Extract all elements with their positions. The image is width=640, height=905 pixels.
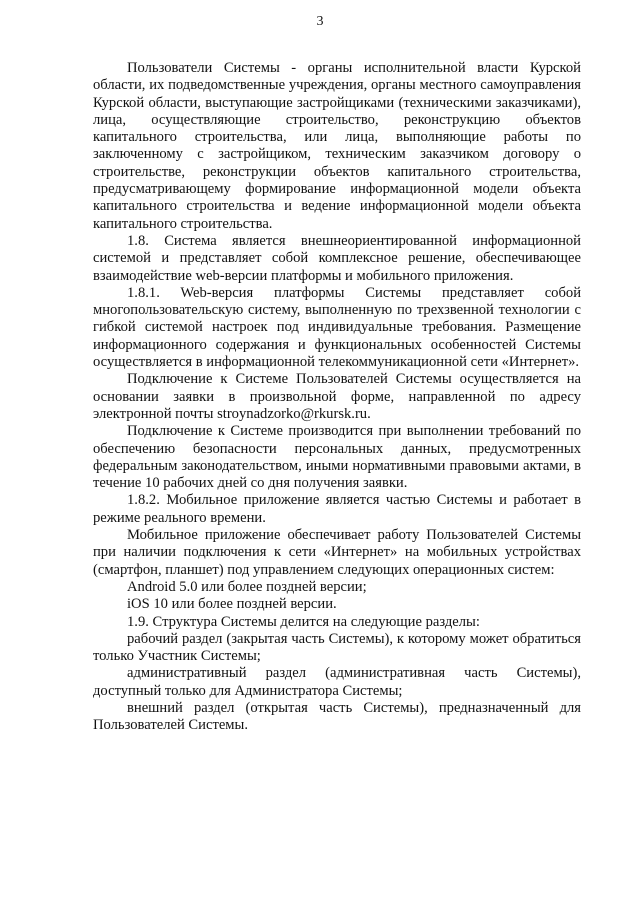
paragraph-connection-requirements: Подключение к Системе производится при выполнении требований по обеспечению безопасности персональных данных, предусмотренных федеральным законодательством, иными нормативными правовыми актами, в течение 10 рабочих дней со дня получения заявки. — [93, 423, 581, 492]
list-item-ios: iOS 10 или более поздней версии. — [127, 596, 337, 613]
document-body — [93, 60, 581, 735]
paragraph-1-8: 1.8. Система является внешнеориентированной информационной системой и представляет собой комплексное решение, обеспечивающее взаимодействие web-версии платформы и мобильного приложения. — [93, 232, 581, 284]
page-number: 3 — [316, 14, 324, 29]
paragraph-1-9: 1.9. Структура Системы делится на следующие разделы: — [127, 613, 480, 630]
list-item-work-section: рабочий раздел (закрытая часть Системы), к которому может обратиться только Участник Системы; — [93, 630, 581, 665]
paragraph-connection-request: Подключение к Системе Пользователей Системы осуществляется на основании заявки в произвольной форме, направленной по адресу электронной почты stroynadzorko@rkursk.ru. — [93, 371, 581, 422]
paragraph-1-8-2: 1.8.2. Мобильное приложение является частью Системы и работает в режиме реального времени. — [93, 492, 581, 526]
paragraph-users: Пользователи Системы - органы исполнительной власти Курской области, их подведомственные учреждения, органы местного самоуправления Курской области, выступающие застройщиками (техническими заказчиками), лица, осуществляющие строительство, реконструкцию объектов капитального строительства, или лица, выполняющие работы по заключенному с застройщиком, техническим заказчиком договору о строительстве, реконструкции объектов капитального строительства, предусматривающему формирование информационной модели объекта капитального строительства и ведение информационной модели объекта капитального строительства. — [93, 60, 581, 232]
list-item-external-section: внешний раздел (открытая часть Системы), предназначенный для Пользователей Системы. — [93, 699, 581, 734]
paragraph-mobile-app: Мобильное приложение обеспечивает работу Пользователей Системы при наличии подключения к сети «Интернет» на мобильных устройствах (смартфон, планшет) под управлением следующих операционных систем: — [93, 527, 581, 578]
paragraph-1-8-1: 1.8.1. Web-версия платформы Системы представляет собой многопользовательскую систему, выполненную по трехзвенной технологии с гибкой системой настроек под индивидуальные требования. Размещение информационного содержания и функциональных особенностей Системы осуществляется в информационной телекоммуникационной сети «Интернет». — [93, 284, 581, 371]
list-item-admin-section: административный раздел (административная часть Системы), доступный только для Администратора Системы; — [93, 665, 581, 699]
list-item-android: Android 5.0 или более поздней версии; — [127, 578, 367, 595]
